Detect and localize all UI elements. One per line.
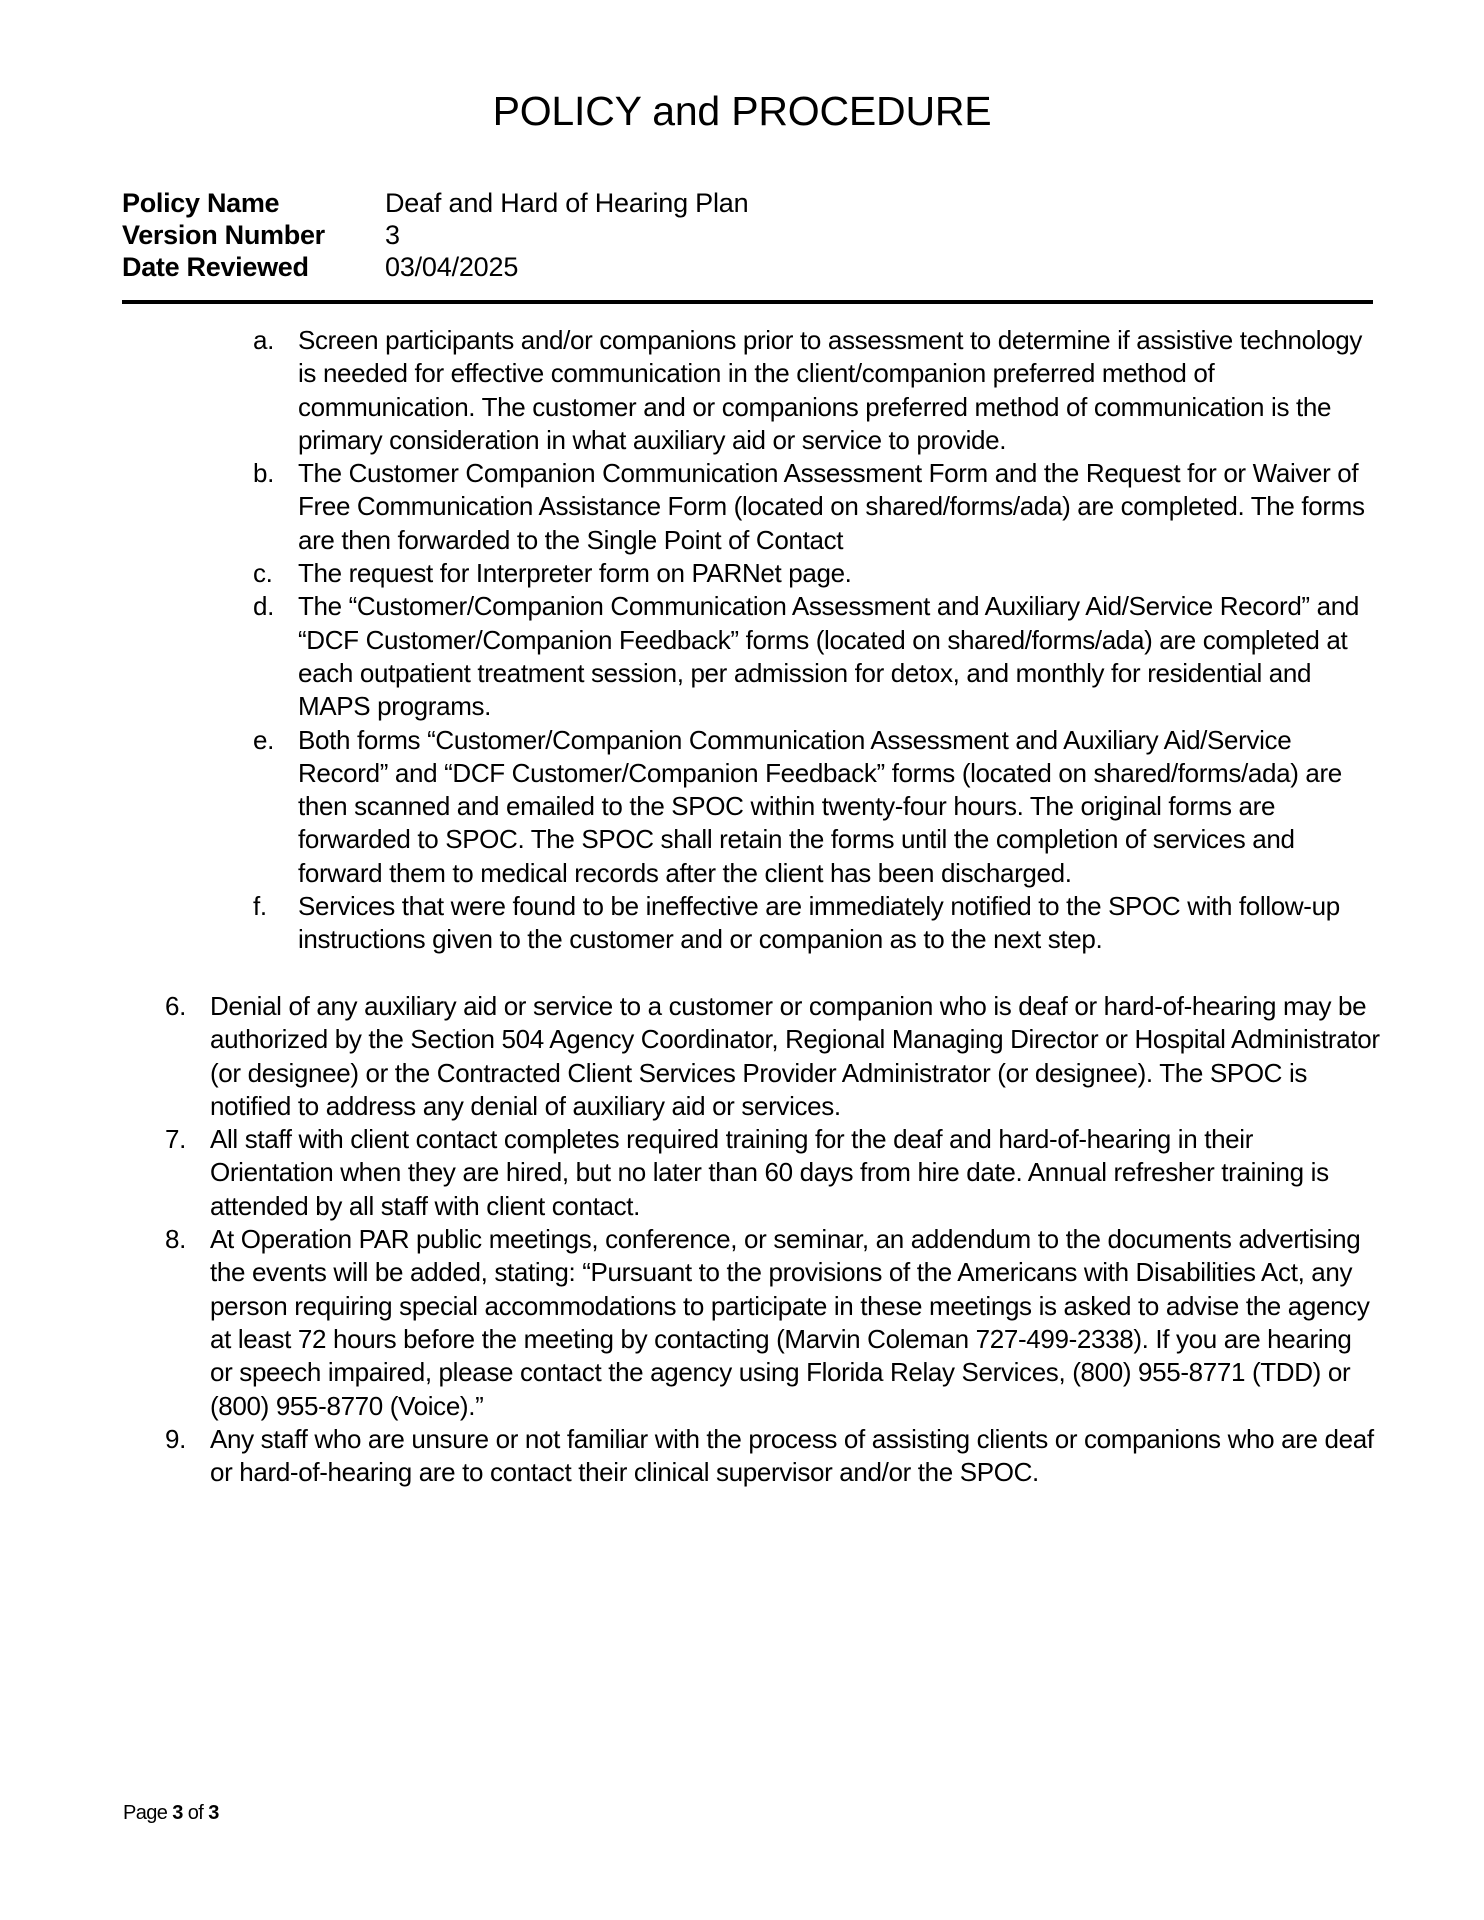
policy-body: [0, 324, 1484, 1489]
policy-metadata: [122, 187, 748, 283]
procedure-sub-list: [0, 324, 1484, 957]
list-item-text: All staff with client contact completes required training for the deaf and hard-of-hearing in their Orientation when they are hired, but no later than 60 days from hire date. Annual refresher training is attended by all staff with client contact.: [210, 1124, 1329, 1221]
list-item-text: Screen participants and/or companions prior to assessment to determine if assistive technology is needed for effective communication in the client/companion preferred method of communication. The customer and or companions preferred method of communication is the primary consideration in what auxiliary aid or service to provide.: [298, 325, 1362, 455]
list-item: [0, 590, 1380, 723]
list-item: [0, 1123, 1380, 1223]
total-page-count: 3: [208, 1802, 219, 1824]
list-item: [0, 990, 1380, 1123]
page-word: Page: [123, 1802, 168, 1824]
page-footer: [123, 1798, 219, 1828]
list-item: [0, 1423, 1380, 1490]
list-marker: e.: [253, 724, 274, 755]
list-item: [0, 724, 1380, 890]
date-reviewed-value: 03/04/2025: [385, 252, 519, 282]
list-item-text: The request for Interpreter form on PARNet page.: [298, 558, 852, 589]
list-marker: c.: [253, 558, 273, 589]
list-marker: b.: [253, 458, 274, 489]
list-item: [0, 324, 1380, 457]
page-title: POLICY and PROCEDURE: [492, 88, 992, 134]
policy-name-row: [122, 187, 748, 219]
list-marker: 8.: [165, 1224, 186, 1255]
list-marker: 6.: [165, 990, 186, 1021]
procedure-numbered-list: [0, 990, 1484, 1489]
list-marker: f.: [253, 891, 267, 922]
list-item-text: At Operation PAR public meetings, conference, or seminar, an addendum to the documents advertising the events will be added, stating: “Pursuant to the provisions of the Americans with Disabilities Act, any person requiring special accommodations to participate in these meetings is asked to advise the agency at least 72 hours before the meeting by contacting (Marvin Coleman 727-499-2338). If you are hearing or speech impaired, please contact the agency using Florida Relay Services, (800) 955-8771 (TDD) or (800) 955-8770 (Voice).”: [210, 1224, 1370, 1421]
header-divider: [122, 300, 1373, 304]
policy-name-value: Deaf and Hard of Hearing Plan: [385, 188, 749, 218]
list-item-text: The “Customer/Companion Communication Assessment and Auxiliary Aid/Service Record” and “DCF Customer/Companion Feedback” forms (located on shared/forms/ada) are completed at each outpatient treatment session, per admission for detox, and monthly for residential and MAPS programs.: [298, 591, 1359, 722]
list-item-text: Denial of any auxiliary aid or service to a customer or companion who is deaf or hard-of-hearing may be authorized by the Section 504 Agency Coordinator, Regional Managing Director or Hospital Administrator (or designee) or the Contracted Client Services Provider Administrator (or designee). The SPOC is notified to address any denial of auxiliary aid or services.: [210, 990, 1380, 1121]
list-marker: 7.: [165, 1124, 186, 1155]
current-page-number: 3: [172, 1802, 183, 1824]
list-item: [0, 1223, 1380, 1423]
list-item-text: The Customer Companion Communication Assessment Form and the Request for or Waiver of Free Communication Assistance Form (located on shared/forms/ada) are completed. The forms are then forwarded to the Single Point of Contact: [298, 458, 1365, 555]
of-word: of: [187, 1802, 204, 1824]
version-number-row: [122, 219, 748, 251]
list-item-text: Services that were found to be ineffective are immediately notified to the SPOC with follow-up instructions given to the customer and or companion as to the next step.: [298, 891, 1340, 955]
version-number-value: 3: [385, 220, 400, 250]
list-item: [0, 457, 1380, 557]
list-marker: d.: [253, 591, 274, 622]
date-reviewed-row: [122, 251, 748, 283]
policy-name-label: Policy Name: [122, 188, 280, 218]
list-item: [0, 557, 1380, 590]
list-marker: a.: [253, 325, 274, 355]
list-item: [0, 890, 1380, 957]
list-item-text: Both forms “Customer/Companion Communication Assessment and Auxiliary Aid/Service Record” and “DCF Customer/Companion Feedback” forms (located on shared/forms/ada) are then scanned and emailed to the SPOC within twenty-four hours. The original forms are forwarded to SPOC. The SPOC shall retain the forms until the completion of services and forward them to medical records after the client has been discharged.: [298, 724, 1342, 888]
version-number-label: Version Number: [122, 220, 325, 250]
list-item-text: Any staff who are unsure or not familiar with the process of assisting clients or companions who are deaf or hard-of-hearing are to contact their clinical supervisor and/or the SPOC.: [210, 1423, 1374, 1488]
list-marker: 9.: [165, 1423, 186, 1454]
date-reviewed-label: Date Reviewed: [122, 252, 309, 282]
